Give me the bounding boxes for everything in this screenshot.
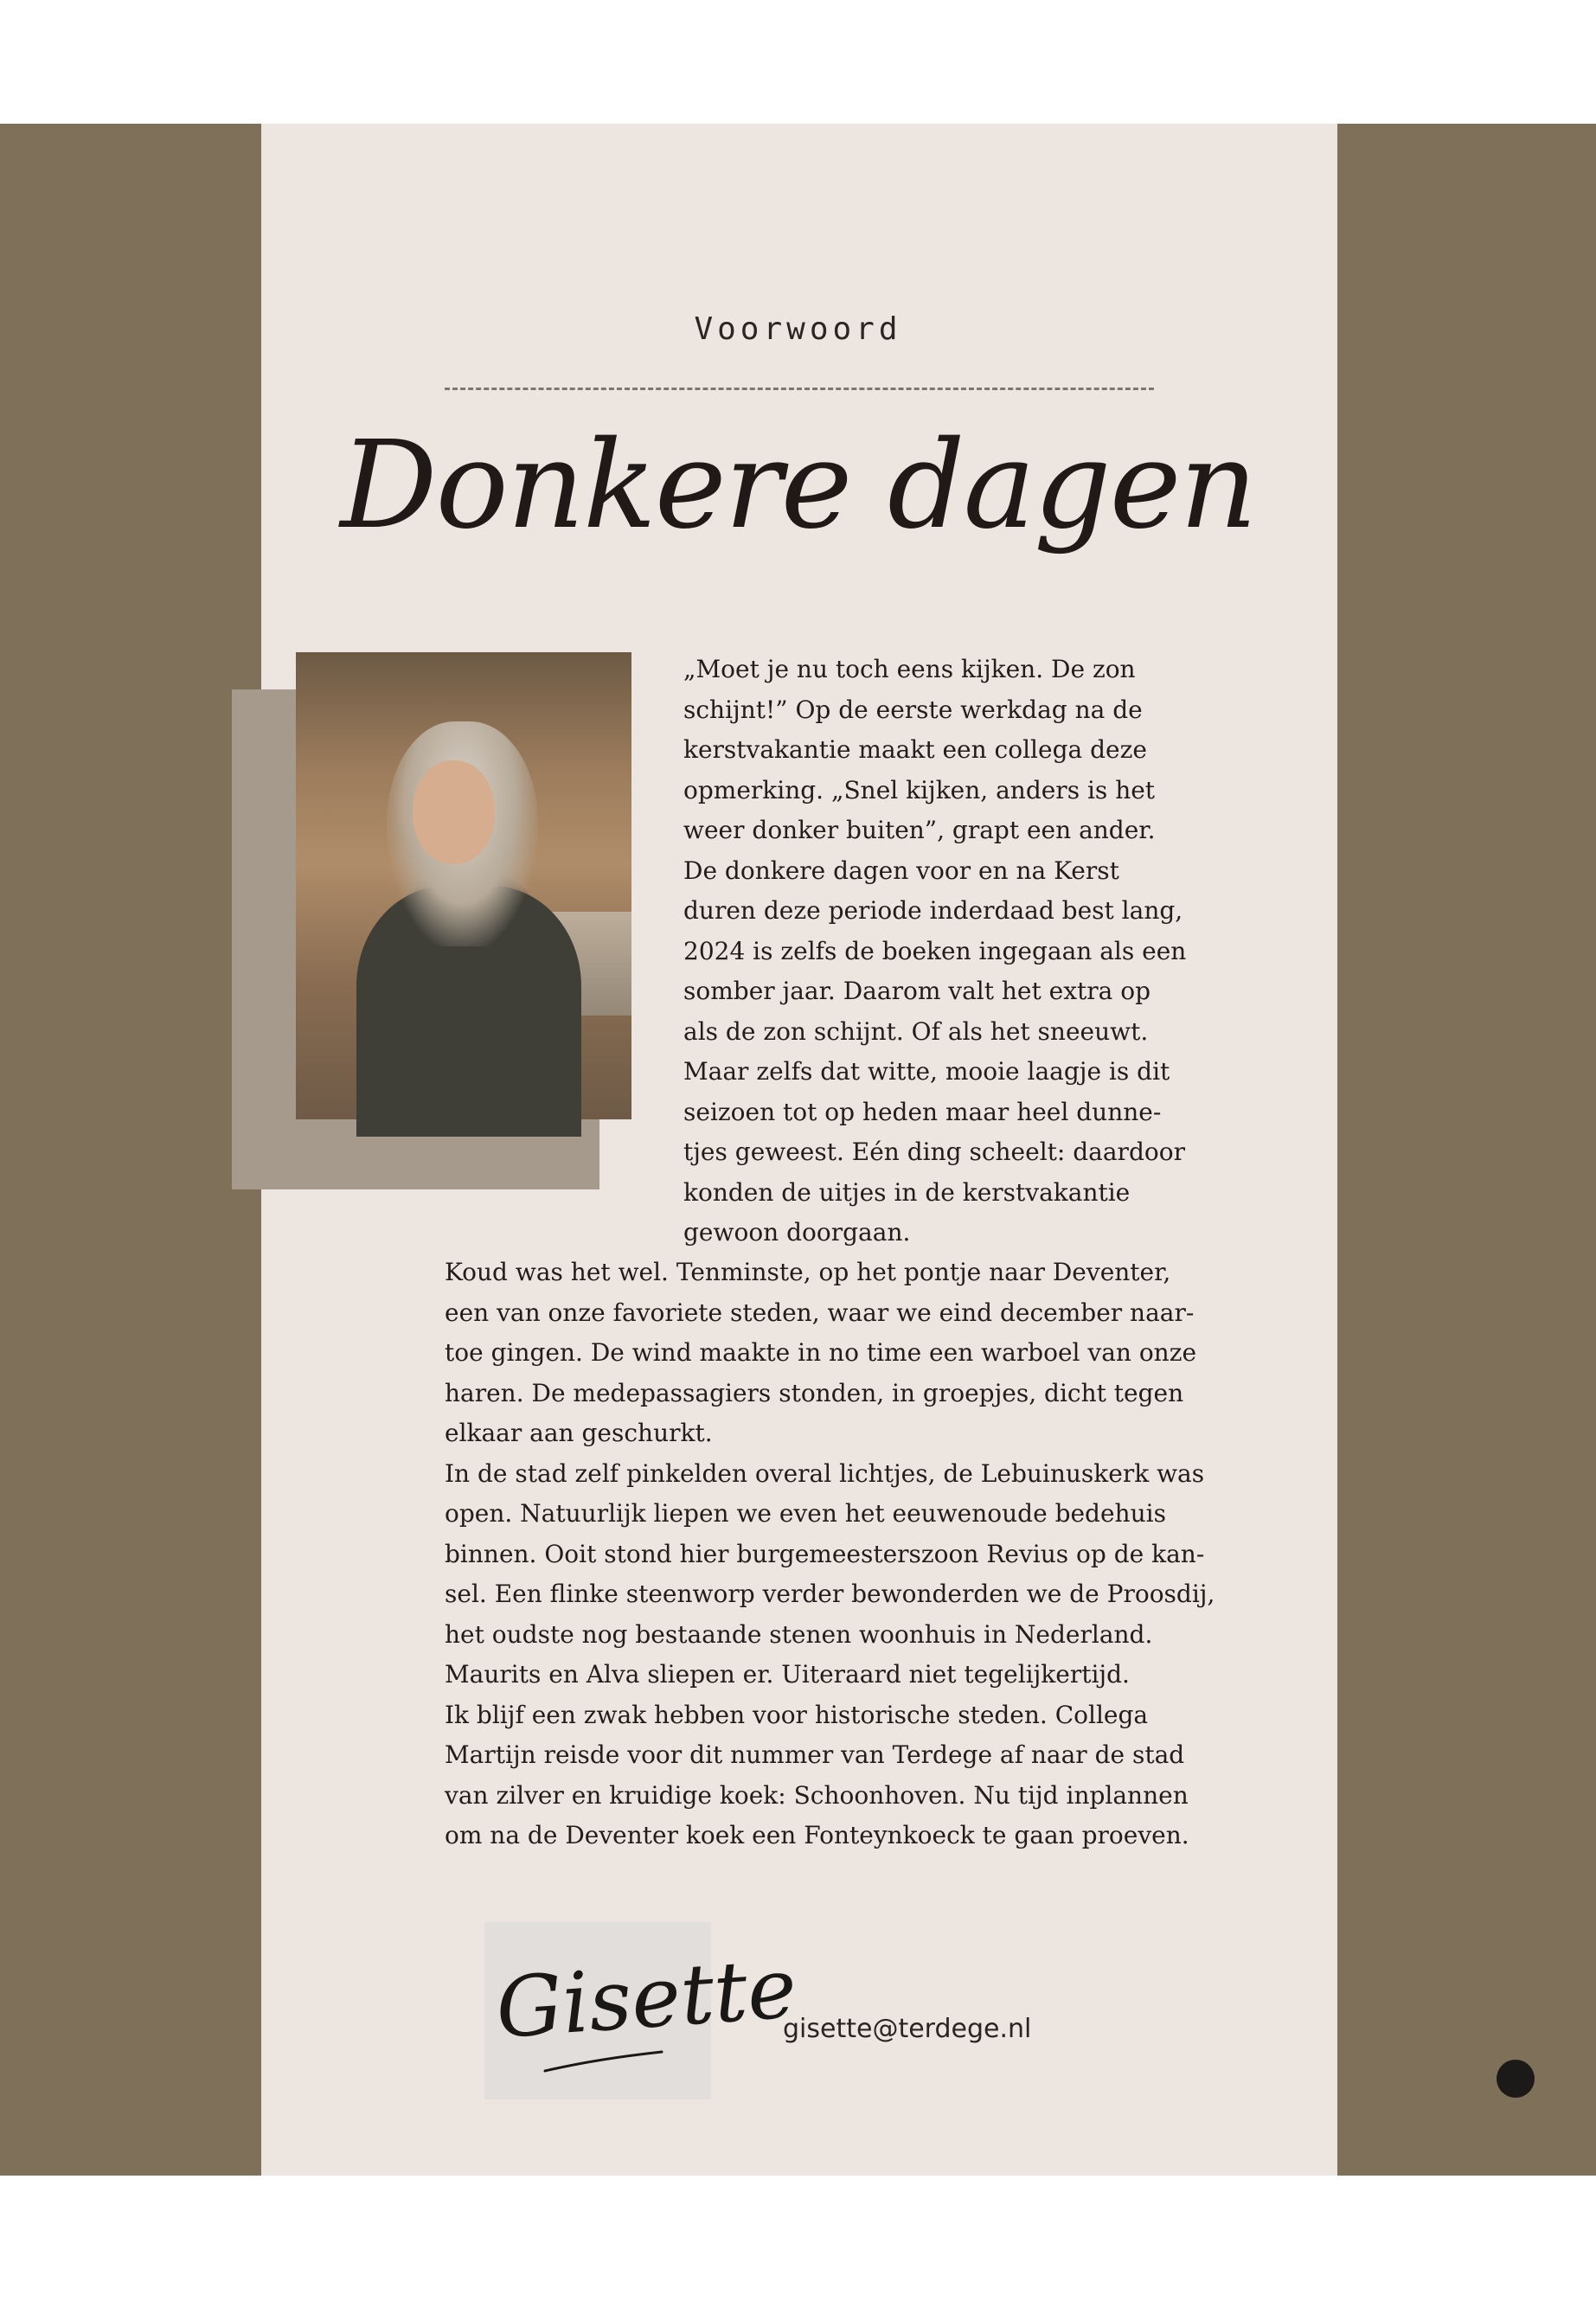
text-line: toe gingen. De wind maakte in no time een warboel van onze <box>445 1338 1197 1367</box>
text-line: open. Natuurlijk liepen we even het eeuwenoude bedehuis <box>445 1499 1166 1528</box>
handwritten-signature <box>484 1922 800 2099</box>
text-line: seizoen tot op heden maar heel dunne- <box>683 1097 1162 1126</box>
text-line: als de zon schijnt. Of als het sneeuwt. <box>683 1016 1149 1046</box>
text-line: duren deze periode inderdaad best lang, <box>683 896 1183 925</box>
photo-figure-face <box>413 760 495 864</box>
signature-script: Gisette <box>492 1939 800 2057</box>
main-text-column <box>445 1253 1215 1856</box>
section-label: Voorwoord <box>694 311 902 347</box>
intro-text-column <box>683 650 1187 1253</box>
text-line: „Moet je nu toch eens kijken. De zon <box>683 655 1136 683</box>
text-line: gewoon doorgaan. <box>683 1218 911 1247</box>
page-end-dot <box>1497 2060 1535 2098</box>
signature-drawing <box>484 1922 800 2099</box>
text-line: Martijn reisde voor dit nummer van Terdege af naar de stad <box>445 1740 1185 1769</box>
text-line: Maar zelfs dat witte, mooie laagje is dit <box>683 1057 1170 1086</box>
text-line: haren. De medepassagiers stonden, in groepjes, dicht tegen <box>445 1378 1184 1407</box>
signature-underline <box>545 2052 662 2071</box>
text-line: opmerking. „Snel kijken, anders is het <box>683 775 1156 804</box>
text-line: kerstvakantie maakt een collega deze <box>683 735 1147 764</box>
text-line: elkaar aan geschurkt. <box>445 1419 713 1447</box>
text-line: Ik blijf een zwak hebben voor historische steden. Collega <box>445 1700 1149 1729</box>
text-line: De donkere dagen voor en na Kerst <box>683 856 1119 885</box>
text-line: In de stad zelf pinkelden overal lichtjes, de Lebuinuskerk was <box>445 1458 1205 1488</box>
text-line: Koud was het wel. Tenminste, op het pontje naar Deventer, <box>445 1258 1171 1286</box>
text-line: Maurits en Alva sliepen er. Uiteraard niet tegelijkertijd. <box>445 1660 1130 1689</box>
text-line: tjes geweest. Eén ding scheelt: daardoor <box>683 1138 1185 1166</box>
dashed-divider <box>445 388 1154 390</box>
text-line: weer donker buiten”, grapt een ander. <box>683 816 1156 844</box>
text-line: schijnt!” Op de eerste werkdag na de <box>683 695 1143 724</box>
text-line: het oudste nog bestaande stenen woonhuis in Nederland. <box>445 1619 1153 1649</box>
author-email[interactable]: gisette@terdege.nl <box>783 2014 1032 2044</box>
text-line: 2024 is zelfs de boeken ingegaan als een <box>683 936 1187 965</box>
text-line: een van onze favoriete steden, waar we eind december naar- <box>445 1298 1195 1327</box>
text-line: konden de uitjes in de kerstvakantie <box>683 1177 1131 1207</box>
text-line: somber jaar. Daarom valt het extra op <box>683 977 1151 1005</box>
author-photo <box>296 652 631 1119</box>
text-line: om na de Deventer koek een Fonteynkoeck te gaan proeven. <box>445 1821 1189 1849</box>
text-line: sel. Een flinke steenworp verder bewonderden we de Proosdij, <box>445 1580 1215 1608</box>
text-line: binnen. Ooit stond hier burgemeesterszoon Revius op de kan- <box>445 1539 1205 1568</box>
text-line: van zilver en kruidige koek: Schoonhoven. Nu tijd inplannen <box>445 1780 1189 1810</box>
page-title: Donkere dagen <box>340 415 1256 556</box>
